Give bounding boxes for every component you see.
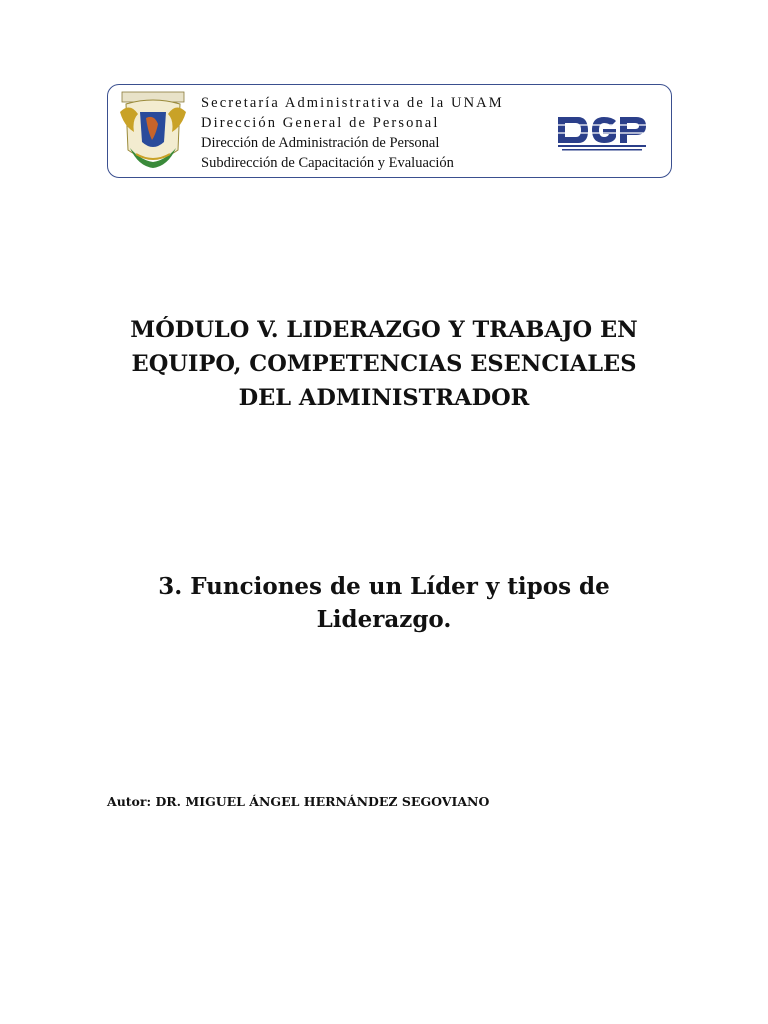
header-line-subdireccion: Subdirección de Capacitación y Evaluación — [201, 155, 454, 171]
header-line-secretaria: Secretaría Administrativa de la UNAM — [201, 95, 504, 111]
author-line: Autor: DR. MIGUEL ÁNGEL HERNÁNDEZ SEGOVIANO — [107, 794, 490, 809]
letterhead-text — [201, 93, 504, 173]
unam-crest-icon — [116, 90, 190, 172]
topic-title: 3. Funciones de un Líder y tipos de Liderazgo. — [158, 573, 610, 633]
module-title: MÓDULO V. LIDERAZGO Y TRABAJO EN EQUIPO, COMPETENCIAS ESENCIALES DEL ADMINISTRADOR — [130, 317, 638, 411]
letterhead-box — [107, 84, 672, 178]
header-line-direccion-administracion: Dirección de Administración de Personal — [201, 135, 440, 151]
header-line-direccion-general: Dirección General de Personal — [201, 115, 440, 131]
dgp-logo-icon — [556, 113, 650, 153]
